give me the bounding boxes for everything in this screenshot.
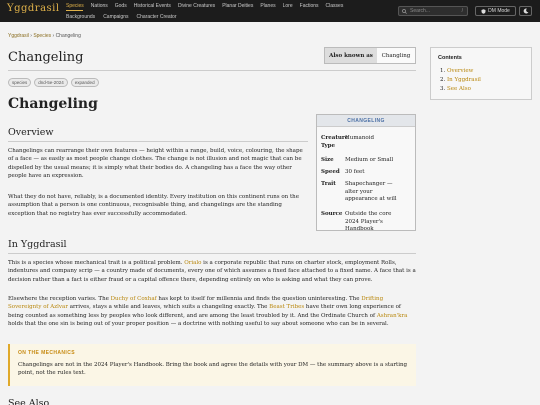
infobox-value: 30 feet xyxy=(345,169,365,175)
toc-number: 1. xyxy=(440,68,446,74)
toc-link[interactable]: In Yggdrasil xyxy=(447,77,481,83)
nav-item-historical-events[interactable]: Historical Events xyxy=(133,2,171,9)
breadcrumb-separator: › xyxy=(30,33,32,39)
nav-secondary xyxy=(66,12,177,21)
nav-item-classes[interactable]: Classes xyxy=(325,2,344,9)
toc-item-see-also[interactable] xyxy=(440,86,471,92)
section-heading-in-yggdrasil: In Yggdrasil xyxy=(8,239,67,250)
breadcrumb-separator: › xyxy=(52,33,55,39)
nav-primary xyxy=(66,0,343,11)
nav-item-planar-deities[interactable]: Planar Deities xyxy=(222,2,254,9)
infobox-value: Medium or Small xyxy=(345,157,394,163)
nav-item-divine-creatures[interactable]: Divine Creatures xyxy=(177,2,216,9)
toc-title: Contents xyxy=(438,55,462,61)
also-known-as-value: Changling xyxy=(377,48,415,63)
nav-item-backgrounds[interactable]: Backgrounds xyxy=(66,13,96,20)
infobox-title: CHANGELING xyxy=(317,115,415,127)
infobox-key: Trait xyxy=(321,181,336,187)
breadcrumb-current: Changeling xyxy=(55,33,81,39)
divider xyxy=(8,141,308,142)
search-input[interactable] xyxy=(398,6,468,16)
infobox-row xyxy=(321,135,397,150)
search-placeholder: Search... xyxy=(410,8,431,14)
text: arrives, stays a while and leaves, which suits a changeling exactly. The xyxy=(67,304,270,311)
breadcrumb-home[interactable]: Yggdrasil xyxy=(8,33,29,39)
infobox-value: Outside the core 2024 Player's Handbook xyxy=(345,211,392,232)
yggdrasil-paragraph-2 xyxy=(8,295,416,329)
nav-item-lore[interactable]: Lore xyxy=(282,2,293,9)
article-heading: Changeling xyxy=(8,96,98,112)
nav-item-species[interactable]: Species xyxy=(66,2,84,9)
search-shortcut-hint: / xyxy=(461,8,463,14)
nav-item-character-creator[interactable]: Character Creator xyxy=(136,13,177,20)
nav-item-gods[interactable]: Gods xyxy=(114,2,127,9)
dm-mode-button[interactable] xyxy=(475,6,516,16)
toc-item-overview[interactable] xyxy=(440,68,473,74)
toc-item-in-yggdrasil[interactable] xyxy=(440,77,481,83)
nav-item-campaigns[interactable]: Campaigns xyxy=(103,13,129,20)
active-nav-indicator xyxy=(66,10,83,11)
text: is a corporate republic that runs on charter stock, employment Rolls, indentures and company scrip — a country made of documents, every one of which assumes a fixed face attached to a fixed name. A face that is a decision rather than a fact is either fraud or a capital offence there, depending entirely on who is asking and what they can prove. xyxy=(8,260,416,283)
toc-number: 3. xyxy=(440,86,446,92)
infobox-value: Humanoid xyxy=(345,135,374,141)
callout-title: ON THE MECHANICS xyxy=(18,350,75,356)
overview-paragraph-1: Changelings can rearrange their own features — height within a range, build, voice, colouring, the shape of a face — as easily as most people change clothes. The change is not illusion and not magic that can be dispelled by the usual means; it is simply what their bodies do. A changeling has a face the way other people have an expression. xyxy=(8,148,303,180)
infobox-row xyxy=(321,181,397,204)
infobox xyxy=(316,114,416,231)
toc-number: 2. xyxy=(440,77,446,83)
link-ashrankra[interactable]: Ashran'kra xyxy=(376,312,408,319)
text: This is a species whose mechanical trait is a political problem. xyxy=(8,260,185,266)
section-heading-see-also: See Also xyxy=(8,398,50,405)
nav-item-planes[interactable]: Planes xyxy=(260,2,276,9)
tag-chip[interactable]: expanded xyxy=(71,78,99,87)
divider xyxy=(8,70,416,71)
callout-body: Changelings are not in the 2024 Player's Handbook. Bring the book and agree the details with your DM — the summary above is a starting point, not the rules text. xyxy=(18,362,408,377)
divider xyxy=(8,253,416,254)
theme-toggle-button[interactable] xyxy=(519,6,532,16)
infobox-key: Speed xyxy=(321,169,340,175)
overview-paragraph-2: What they do not have, reliably, is a documented identity. Every institution on this continent runs on the assumption that a person is one continuous, recognisable thing, and changelings are the standing exception that no registry has ever successfully accommodated. xyxy=(8,194,299,217)
top-navbar xyxy=(0,0,540,22)
text: Elsewhere the reception varies. The xyxy=(8,296,111,302)
toc-link[interactable]: Overview xyxy=(447,68,474,74)
also-known-as-label: Also known as xyxy=(325,48,377,63)
yggdrasil-paragraph-1 xyxy=(8,259,416,284)
page-title: Changeling xyxy=(8,50,84,65)
infobox-key: Size xyxy=(321,157,334,163)
breadcrumb-species[interactable]: Species xyxy=(33,33,52,39)
link-beast-tribes[interactable]: Beast Tribes xyxy=(269,304,305,311)
infobox-value: Shapechanger — alter your appearance at will xyxy=(345,181,397,202)
text: have their own long experience of being counted as something less by peoples who look different, and are among the least troubled by it. And the Ordinate Church of xyxy=(8,304,401,319)
tag-chip[interactable]: species xyxy=(8,78,31,87)
link-drifting-sovereignty[interactable]: Drifting Sovereignty of Azlvar xyxy=(8,296,384,311)
infobox-row xyxy=(321,169,397,177)
infobox-key: Creature Type xyxy=(321,135,349,149)
toc-link[interactable]: See Also xyxy=(447,86,471,92)
text: has kept to itself for millennia and finds the question uninteresting. The xyxy=(156,296,362,302)
section-heading-overview: Overview xyxy=(8,127,54,138)
search-icon xyxy=(402,9,407,14)
nav-item-factions[interactable]: Factions xyxy=(299,2,319,9)
also-known-as-box xyxy=(324,47,416,64)
infobox-row xyxy=(321,211,397,234)
dm-mode-label: DM Mode xyxy=(488,8,510,14)
link-orialo[interactable]: Orialo xyxy=(184,260,202,266)
breadcrumb xyxy=(8,33,81,39)
table-of-contents xyxy=(430,47,532,100)
tag-chip[interactable]: dnd-5e-2024 xyxy=(34,78,68,87)
infobox-row xyxy=(321,157,397,165)
shield-icon xyxy=(481,9,486,14)
text: holds that the one sin is being out of your proper position — a doctrine with nothing useful to say about someone who can be in several. xyxy=(8,321,389,328)
tag-list xyxy=(8,78,99,87)
site-logo[interactable]: Yggdrasil xyxy=(7,3,60,14)
link-duchy-of-coxhaf[interactable]: Duchy of Coxhaf xyxy=(110,296,157,302)
nav-item-nations[interactable]: Nations xyxy=(90,2,108,9)
mechanics-callout xyxy=(8,344,416,386)
infobox-key: Source xyxy=(321,211,343,217)
moon-icon xyxy=(523,8,529,14)
